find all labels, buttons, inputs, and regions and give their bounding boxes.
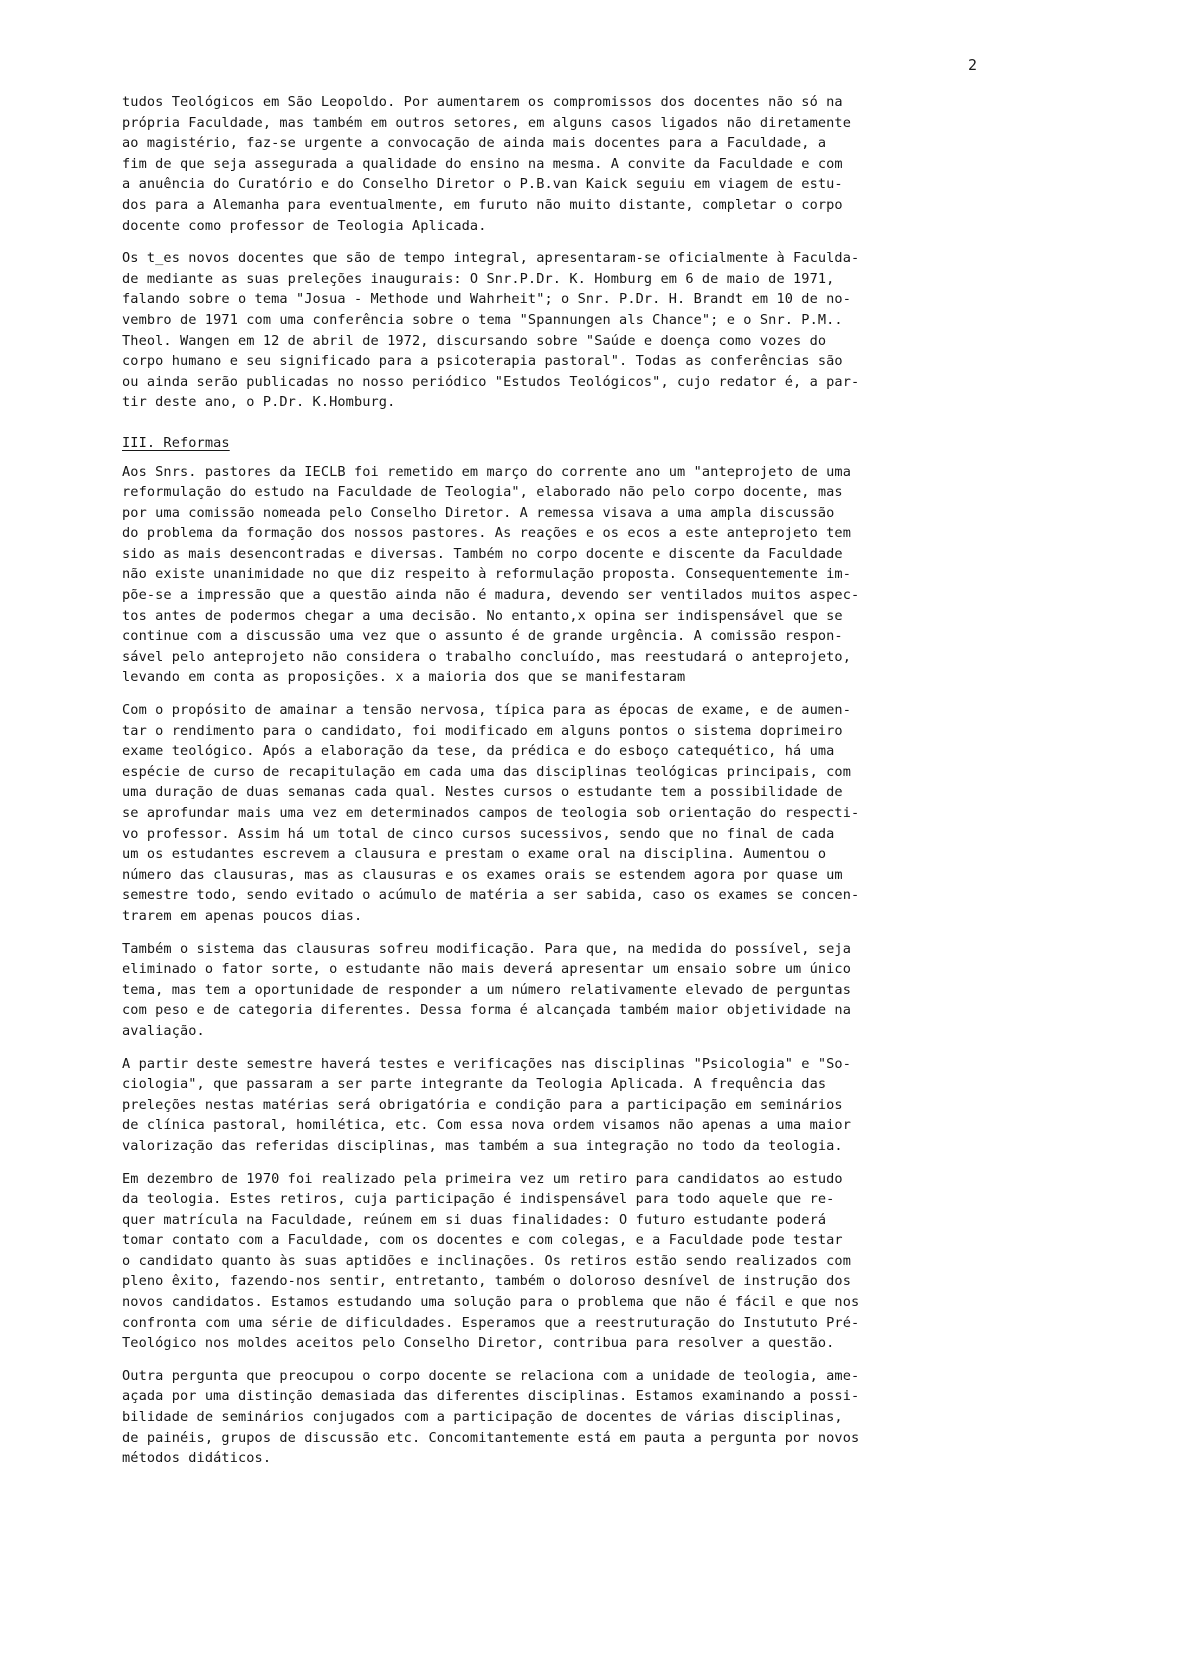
paragraph-anteprojeto: Aos Snrs. pastores da IECLB foi remetido em março do corrente ano um "anteprojeto de uma reformulação do estudo na Faculdade de Teologia", elaborado não pelo corpo docente, mas por uma comissão nomeada pelo Conselho Diretor. A remessa visava a uma ampla discussão do problema da formação dos nossos pastores. As reações e os ecos a este anteprojeto tem sido as mais desencontradas e diversas. Também no corpo docente e discente da Faculdade não existe unanimidade no que diz respeito à reformulação proposta. Consequentemente im- põe-se a impressão que a questão ainda não é madura, devendo ser ventilados muitos aspec- tos antes de podermos chegar a uma decisão. No entanto,x opina ser indispensável que se continue com a discussão uma vez que o assunto é de grande urgência. A comissão respon- sável pelo anteprojeto não considera o trabalho concluído, mas reestudará o anteprojeto, levando em conta as proposições. x a maioria dos que se manifestaram [122, 463, 860, 686]
paragraph-retiros: Em dezembro de 1970 foi realizado pela primeira vez um retiro para candidatos ao estudo da teologia. Estes retiros, cuja participação é indispensável para todo aquele que re- quer matrícula na Faculdade, reúnem em si duas finalidades: O futuro estudante poderá tomar contato com a Faculdade, com os docentes e com colegas, e a Faculdade pode testar o candidato quanto às suas aptidões e inclinações. Os retiros estão sendo realizados com pleno êxito, fazendo-nos sentir, entretanto, também o doloroso desnível de instrução dos novos candidatos. Estamos estudando uma solução para o problema que não é fácil e que nos confronta com uma série de dificuldades. Esperamos que a reestruturação do Instututo Pré- Teológico nos moldes aceitos pelo Conselho Diretor, contribua para resolver a questão. [122, 1170, 860, 1352]
paragraph-faculty-staff: tudos Teológicos em São Leopoldo. Por aumentarem os compromissos dos docentes não só na própria Faculdade, mas também em outros setores, em alguns casos ligados não diretamente ao magistério, faz-se urgente a convocação de ainda mais docentes para a Faculdade, a fim de que seja assegurada a qualidade do ensino na mesma. A convite da Faculdade e com a anuência do Curatório e do Conselho Diretor o P.B.van Kaick seguiu em viagem de estu- dos para a Alemanha para eventualmente, em furuto não muito distante, completar o corpo docente como professor de Teologia Aplicada. [122, 94, 852, 234]
section-heading-reformas: III. Reformas [122, 434, 230, 451]
paragraph-new-docents: Os t_es novos docentes que são de tempo integral, apresentaram-se oficialmente à Faculda- de mediante as suas preleções inaugurais: O Snr.P.Dr. K. Homburg em 6 de maio de 1971, falando sobre o tema "Josua - Methode und Wahrheit"; o Snr. P.Dr. H. Brandt em 10 de no- vembro de 1971 com uma conferência sobre o tema "Spannungen als Chance"; e o Snr. P.M.. Theol. Wangen em 12 de abril de 1972, discursando sobre "Saúde e doença como vozes do corpo humano e seu significado para a psicoterapia pastoral". Todas as conferências são ou ainda serão publicadas no nosso periódico "Estudos Teológicos", cujo redator é, a par- tir deste ano, o P.Dr. K.Homburg. [122, 250, 860, 411]
document-body [122, 92, 1022, 1481]
paragraph-clausuras: Também o sistema das clausuras sofreu modificação. Para que, na medida do possível, seja eliminado o fator sorte, o estudante não mais deverá apresentar um ensaio sobre um único tema, mas tem a oportunidade de responder a um número relativamente elevado de perguntas com peso e de categoria diferentes. Dessa forma é alcançada também maior objetividade na avaliação. [122, 940, 852, 1039]
paragraph-exame-teologico: Com o propósito de amainar a tensão nervosa, típica para as épocas de exame, e de aumen- tar o rendimento para o candidato, foi modificado em alguns pontos o sistema doprimeiro exame teológico. Após a elaboração da tese, da prédica e do esboço catequético, há uma espécie de curso de recapitulação em cada uma das disciplinas teológicas principais, com uma duração de duas semanas cada qual. Nestes cursos o estudante tem a possibilidade de se aprofundar mais uma vez em determinados campos de teologia sob orientação do respecti- vo professor. Assim há um total de cinco cursos sucessivos, sendo que no final de cada um os estudantes escrevem a clausura e prestam o exame oral na disciplina. Aumentou o número das clausuras, mas as clausuras e os exames orais se estendem agora por quase um semestre todo, sendo evitado o acúmulo de matéria a ser sabida, caso os exames se concen- trarem em apenas poucos dias. [122, 702, 860, 924]
paragraph-unidade-teologia: Outra pergunta que preocupou o corpo docente se relaciona com a unidade de teologia, ame- açada por uma distinção demasiada das diferentes disciplinas. Estamos examinando a possi- bilidade de seminários conjugados com a participação de docentes de várias disciplinas, de painéis, grupos de discussão etc. Concomitantemente está em pauta a pergunta por novos métodos didáticos. [122, 1367, 860, 1467]
page-number: 2 [968, 56, 978, 74]
paragraph-psicologia-sociologia: A partir deste semestre haverá testes e verificações nas disciplinas "Psicologia" e "So- ciologia", que passaram a ser parte integrante da Teologia Aplicada. A frequência das preleções nestas matérias será obrigatória e condição para a participação em seminários de clínica pastoral, homilética, etc. Com essa nova ordem visamos não apenas a uma maior valorização das referidas disciplinas, mas também a sua integração no todo da teologia. [122, 1055, 852, 1154]
